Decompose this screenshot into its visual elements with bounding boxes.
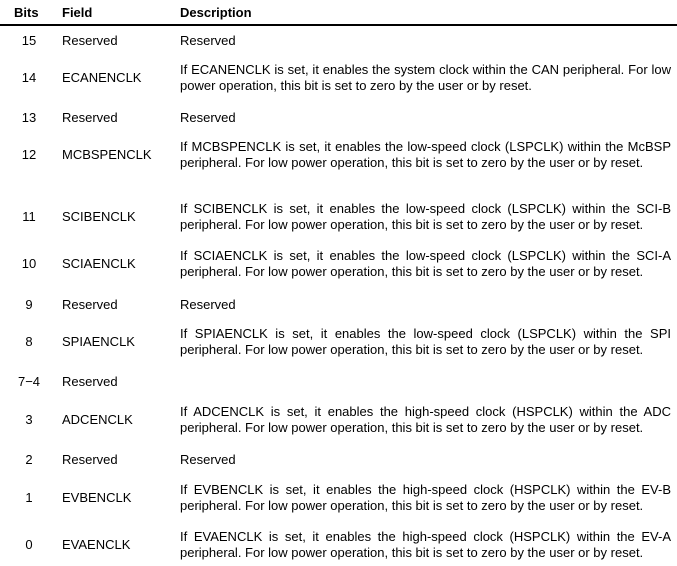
table-row — [0, 293, 677, 317]
table-row — [0, 106, 677, 130]
description-cell: If ECANENCLK is set, it enables the system clock within the CAN peripheral. For low power operation, this bit is set to zero by the user or by reset. — [180, 62, 671, 93]
field-cell: EVAENCLK — [62, 537, 131, 552]
bits-cell: 3 — [25, 412, 33, 427]
table-row — [0, 62, 677, 94]
description-cell: If SCIBENCLK is set, it enables the low-speed clock (LSPCLK) within the SCI-B peripheral. For low power operation, this bit is set to zero by the user or by reset. — [180, 201, 671, 232]
header-field: Field — [62, 4, 93, 20]
table-row — [0, 326, 677, 358]
bits-cell: 0 — [25, 537, 33, 552]
bits-cell: 11 — [22, 209, 36, 224]
bits-cell: 1 — [25, 490, 33, 505]
description-cell: Reserved — [180, 452, 236, 467]
bits-cell: 13 — [21, 110, 37, 125]
table-row — [0, 139, 677, 171]
field-cell: SCIBENCLK — [62, 209, 136, 224]
bits-cell: 7−4 — [17, 374, 41, 389]
field-cell: ADCENCLK — [62, 412, 133, 427]
field-cell: Reserved — [62, 297, 118, 312]
table-header — [0, 0, 677, 26]
description-cell: If EVBENCLK is set, it enables the high-speed clock (HSPCLK) within the EV-B peripheral. For low power operation, this bit is set to zero by the user or by reset. — [180, 482, 671, 513]
field-cell: ECANENCLK — [62, 70, 142, 85]
field-cell: Reserved — [62, 374, 118, 389]
header-bits: Bits — [14, 4, 39, 20]
bits-cell: 10 — [21, 256, 37, 271]
table-row — [0, 482, 677, 514]
field-cell: SPIAENCLK — [62, 334, 135, 349]
table-row — [0, 529, 677, 561]
bits-cell: 15 — [21, 33, 37, 48]
table-row — [0, 370, 677, 394]
field-cell: EVBENCLK — [62, 490, 132, 505]
bits-cell: 8 — [25, 334, 33, 349]
bits-cell: 9 — [25, 297, 33, 312]
bits-cell: 12 — [21, 147, 37, 162]
description-cell: If ADCENCLK is set, it enables the high-speed clock (HSPCLK) within the ADC peripheral. For low power operation, this bit is set to zero by the user or by reset. — [180, 404, 671, 435]
header-description: Description — [180, 4, 252, 20]
description-cell: Reserved — [180, 33, 236, 48]
field-cell: SCIAENCLK — [62, 256, 136, 271]
description-cell: If SCIAENCLK is set, it enables the low-speed clock (LSPCLK) within the SCI-A peripheral. For low power operation, this bit is set to zero by the user or by reset. — [180, 248, 671, 279]
field-cell: Reserved — [62, 452, 118, 467]
field-cell: Reserved — [62, 110, 118, 125]
description-cell: Reserved — [180, 297, 236, 312]
description-cell: If SPIAENCLK is set, it enables the low-speed clock (LSPCLK) within the SPI peripheral. For low power operation, this bit is set to zero by the user or by reset. — [180, 326, 671, 357]
field-cell: Reserved — [62, 33, 118, 48]
description-cell: If MCBSPENCLK is set, it enables the low-speed clock (LSPCLK) within the McBSP peripheral. For low power operation, this bit is set to zero by the user or by reset. — [180, 139, 671, 170]
table-row — [0, 201, 677, 233]
bits-cell: 2 — [25, 452, 33, 467]
table-row — [0, 404, 677, 436]
field-cell: MCBSPENCLK — [62, 147, 152, 162]
description-cell: Reserved — [180, 110, 236, 125]
description-cell: If EVAENCLK is set, it enables the high-speed clock (HSPCLK) within the EV-A peripheral. For low power operation, this bit is set to zero by the user or by reset. — [180, 529, 671, 560]
bits-cell: 14 — [21, 70, 37, 85]
table-row — [0, 29, 677, 53]
table-row — [0, 448, 677, 472]
table-row — [0, 248, 677, 280]
